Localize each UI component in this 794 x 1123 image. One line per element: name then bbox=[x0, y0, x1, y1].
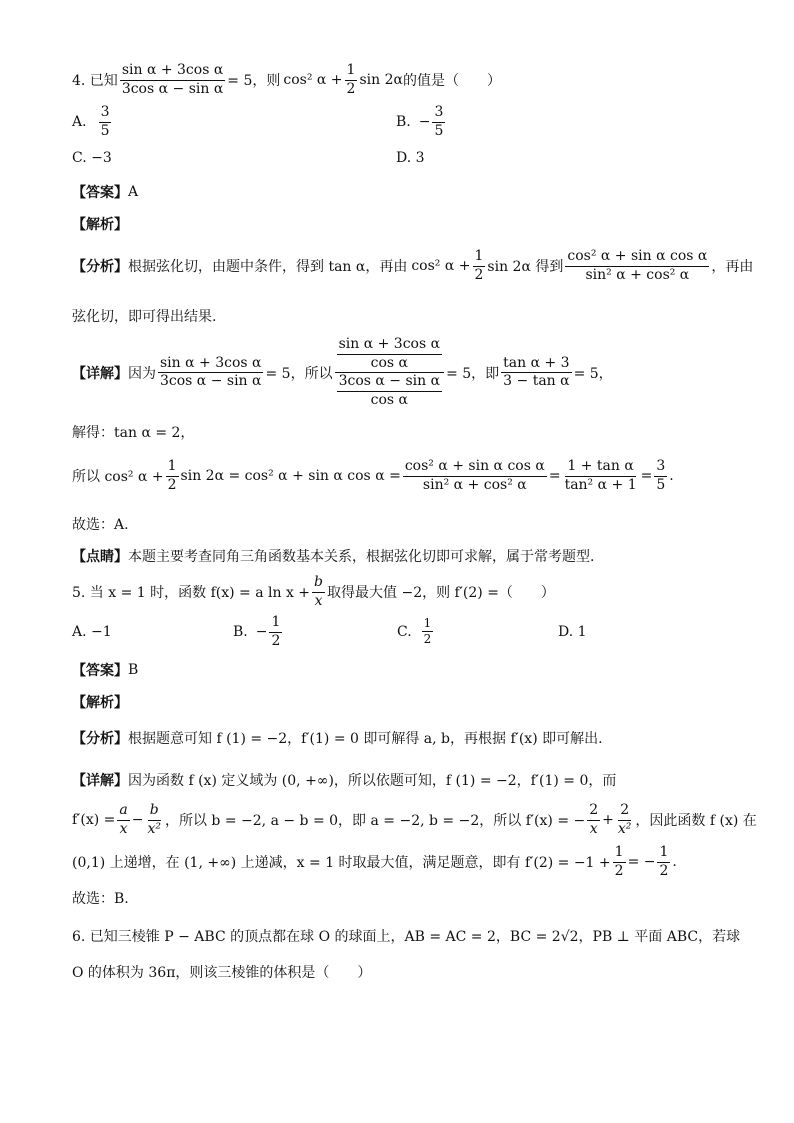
q5-xj-l3-end: . bbox=[672, 854, 677, 870]
q4-guxuan-text: 故选：A. bbox=[72, 517, 129, 533]
q4-dianjing-text: 本题主要考查同角三角函数基本关系，根据弦化切即可求解，属于常考题型. bbox=[128, 549, 595, 565]
q4-guxuan bbox=[72, 514, 129, 534]
q4-suoyi-text1: 所以 cos² α + bbox=[72, 469, 164, 485]
q4-condition-fraction bbox=[120, 62, 225, 98]
q4-option-c bbox=[72, 150, 112, 166]
q5-option-c bbox=[397, 616, 435, 647]
analysis-tag: 【解析】 bbox=[72, 695, 128, 711]
q4-fenxi-half-den: 2 bbox=[474, 266, 484, 283]
q4-fenxi-fraction bbox=[565, 248, 709, 284]
q4-option-a bbox=[72, 104, 113, 140]
q6-line1 bbox=[72, 926, 740, 946]
q5-xj-line1: 因为函数 f (x) 定义域为 (0, +∞)，所以依题可知，f (1) = −2，f′(1) = 0，而 bbox=[128, 773, 617, 789]
q4-suoyi bbox=[72, 458, 674, 494]
q4-xj-text1: 因为 bbox=[128, 365, 156, 382]
q5-xj-d-den: x² bbox=[617, 820, 632, 837]
q4-option-d bbox=[396, 150, 425, 166]
q4-stem bbox=[72, 62, 501, 98]
q4-fenxi bbox=[72, 248, 753, 284]
q5-xiangjie bbox=[72, 770, 616, 790]
q4-fraction-denominator: 3cos α − sin α bbox=[121, 80, 224, 97]
q4-eq5: = 5，则 bbox=[227, 73, 281, 89]
q4-xj-fraction1 bbox=[158, 355, 263, 391]
q5-xj-line3 bbox=[72, 844, 677, 880]
q4-suoyi-result-den: 5 bbox=[656, 476, 666, 493]
q5-xj-b-num: b bbox=[148, 802, 161, 821]
q5-xj-a-over-x bbox=[117, 802, 129, 838]
q5-xj-l3-den2: 2 bbox=[659, 862, 669, 879]
q4-suoyi-tan-num: 1 + tan α bbox=[565, 458, 635, 477]
q5-xj-l2-text: ，所以 b = −2, a − b = 0，即 a = −2, b = −2，所以 f′(x) = − bbox=[164, 813, 586, 829]
q5-guxuan bbox=[72, 888, 129, 908]
q5-stem-text2: 取得最大值 −2，则 f′(2) =（ ） bbox=[327, 585, 555, 601]
q5-xj-line2 bbox=[72, 802, 757, 838]
q4-xj-text4: = 5， bbox=[573, 365, 613, 382]
answer-tag: 【答案】 bbox=[72, 185, 128, 201]
q5-fenxi bbox=[72, 728, 603, 748]
fenxi-tag: 【分析】 bbox=[72, 731, 128, 747]
q5-xj-l3-num2: 1 bbox=[657, 844, 670, 863]
q5-xj-a-den: x bbox=[119, 820, 128, 837]
q4-fenxi-line2-text: 弦化切，即可得出结果. bbox=[72, 309, 217, 325]
q4-suoyi-end: . bbox=[669, 468, 674, 484]
q5-option-a-text: A. −1 bbox=[72, 624, 112, 640]
q4-suoyi-tan-den: tan² α + 1 bbox=[564, 476, 637, 493]
q5-xj-l3-text: (0,1) 上递增，在 (1, +∞) 上递减，x = 1 时取最大值，满足题意，即有 f′(2) = −1 + bbox=[72, 855, 611, 871]
q5-option-b-num: 1 bbox=[269, 614, 282, 633]
q5-option-c-fraction bbox=[422, 616, 434, 647]
q4-suoyi-result bbox=[654, 458, 667, 494]
q4-stem-label: 4. 已知 bbox=[72, 73, 118, 89]
q5-analysis bbox=[72, 692, 128, 712]
answer-tag: 【答案】 bbox=[72, 663, 128, 679]
q4-suoyi-eq2: = bbox=[640, 468, 653, 484]
q4-xj-tan-fraction bbox=[501, 355, 571, 391]
q4-option-b-label: B. bbox=[396, 114, 411, 130]
q4-fenxi-line2 bbox=[72, 306, 216, 326]
q4-xj-inner-top-den: cos α bbox=[370, 354, 408, 371]
q5-fenxi-text: 根据题意可知 f (1) = −2，f′(1) = 0 即可解得 a, b，再根据 f′(x) 即可解出. bbox=[128, 731, 603, 747]
q4-fenxi-text4: ，再由 bbox=[711, 259, 754, 275]
q4-suoyi-text2: sin 2α = cos² α + sin α cos α = bbox=[180, 468, 401, 484]
q4-option-b-den: 5 bbox=[434, 122, 444, 139]
q5-xj-2-over-x bbox=[587, 802, 600, 838]
q5-xj-l2-end: ，因此函数 f (x) 在 bbox=[635, 813, 757, 829]
q6-line2-text: O 的体积为 36π，则该三棱锥的体积是（ ） bbox=[72, 965, 372, 981]
q4-fenxi-text3: sin 2α 得到 bbox=[487, 259, 564, 275]
q5-option-c-num: 1 bbox=[423, 616, 432, 630]
q5-answer-value: B bbox=[128, 662, 139, 678]
q4-tail: 的值是（ ） bbox=[402, 73, 501, 89]
q4-analysis bbox=[72, 214, 128, 234]
q5-xj-d-num: 2 bbox=[618, 802, 631, 821]
q4-dianjing bbox=[72, 546, 594, 566]
q5-option-b bbox=[233, 614, 284, 650]
q4-suoyi-fraction-den: sin² α + cos² α bbox=[422, 476, 527, 493]
q6-line1-text: 6. 已知三棱锥 P − ABC 的顶点都在球 O 的球面上，AB = AC = 2，BC = 2√2，PB ⊥ 平面 ABC，若球 bbox=[72, 929, 741, 945]
q5-option-b-fraction bbox=[269, 614, 282, 650]
q4-jiede-text: 解得：tan α = 2， bbox=[72, 425, 195, 441]
q4-xj-tan-den: 3 − tan α bbox=[503, 373, 570, 389]
q4-half-den: 2 bbox=[346, 80, 356, 97]
q4-sin2a: sin 2α bbox=[359, 72, 403, 88]
q5-guxuan-text: 故选：B. bbox=[72, 891, 129, 907]
q4-fenxi-fraction-num: cos² α + sin α cos α bbox=[565, 248, 709, 267]
q5-xj-l3-half2 bbox=[657, 844, 670, 880]
q5-answer bbox=[72, 660, 138, 680]
q5-stem-text1: 5. 当 x = 1 时，函数 f(x) = a ln x + bbox=[72, 585, 311, 601]
q5-x: x bbox=[314, 592, 323, 609]
q5-xj-a-num: a bbox=[117, 802, 129, 821]
q4-suoyi-half-num: 1 bbox=[166, 458, 179, 477]
q4-option-a-fraction bbox=[99, 104, 112, 140]
q4-option-b bbox=[396, 104, 447, 140]
q5-xj-l3-half bbox=[613, 844, 626, 880]
q5-option-b-den: 2 bbox=[271, 632, 281, 649]
q4-suoyi-half-den: 2 bbox=[167, 476, 177, 493]
q4-xj-fraction1-num: sin α + 3cos α bbox=[158, 355, 263, 374]
q5-xj-c-num: 2 bbox=[587, 802, 600, 821]
q5-xj-l2-a: f′(x) = bbox=[72, 812, 116, 828]
q4-xj-inner-bottom-den: cos α bbox=[370, 391, 408, 408]
q4-option-d-text: D. 3 bbox=[396, 150, 425, 166]
q4-suoyi-fraction-num: cos² α + sin α cos α bbox=[403, 458, 547, 477]
q4-answer bbox=[72, 182, 138, 202]
q5-xj-l2-plus: + bbox=[602, 812, 614, 828]
q4-xj-inner-bottom-num: 3cos α − sin α bbox=[337, 373, 442, 392]
fenxi-tag: 【分析】 bbox=[72, 259, 128, 275]
q5-option-c-den: 2 bbox=[423, 632, 432, 646]
q5-xj-2-over-x2 bbox=[616, 802, 634, 838]
q4-suoyi-fraction bbox=[403, 458, 547, 494]
q4-fenxi-half bbox=[473, 248, 486, 284]
q4-fenxi-text2: cos² α + bbox=[411, 258, 471, 274]
xiangjie-tag: 【详解】 bbox=[72, 365, 128, 382]
q5-xj-l3-den: 2 bbox=[614, 862, 624, 879]
q5-b: b bbox=[312, 574, 325, 593]
q4-xj-complex-fraction bbox=[335, 336, 444, 409]
q6-line2 bbox=[72, 962, 371, 982]
q5-option-b-label: B. bbox=[233, 624, 248, 640]
q5-xj-l2-minus: − bbox=[131, 812, 144, 828]
q5-xj-c-den: x bbox=[589, 820, 598, 837]
q4-answer-value: A bbox=[128, 184, 139, 200]
q4-option-b-num: 3 bbox=[432, 104, 445, 123]
q5-option-b-sign: − bbox=[255, 624, 268, 640]
q4-xj-fraction1-den: 3cos α − sin α bbox=[160, 373, 262, 389]
q4-option-a-den: 5 bbox=[100, 122, 110, 139]
q4-suoyi-half bbox=[166, 458, 179, 494]
q4-fenxi-half-num: 1 bbox=[473, 248, 486, 267]
q5-xj-b-den: x² bbox=[147, 820, 161, 837]
q5-xj-l3-mid: = − bbox=[627, 854, 656, 870]
q4-xj-text3: = 5，即 bbox=[446, 365, 500, 382]
q4-suoyi-result-num: 3 bbox=[654, 458, 667, 477]
q5-option-d-text: D. 1 bbox=[558, 624, 587, 640]
dianjing-tag: 【点睛】 bbox=[72, 549, 128, 565]
q4-xj-inner-top-num: sin α + 3cos α bbox=[337, 336, 442, 355]
q4-half-num: 1 bbox=[345, 62, 358, 81]
q4-xj-complex-den bbox=[335, 373, 444, 409]
q4-xiangjie bbox=[72, 336, 613, 409]
q4-suoyi-tan-fraction bbox=[563, 458, 639, 494]
q5-option-d bbox=[558, 624, 587, 640]
q4-xj-inner-top bbox=[337, 336, 442, 372]
q4-option-c-text: C. −3 bbox=[72, 150, 112, 166]
xiangjie-tag: 【详解】 bbox=[72, 773, 128, 789]
q4-option-b-fraction bbox=[432, 104, 445, 140]
analysis-tag: 【解析】 bbox=[72, 217, 128, 233]
q4-option-a-label: A. bbox=[72, 114, 87, 130]
q4-half bbox=[345, 62, 358, 98]
q5-option-c-label: C. bbox=[397, 623, 412, 640]
q5-b-over-x bbox=[312, 574, 325, 610]
q5-xj-b-over-x2 bbox=[145, 802, 163, 838]
q4-xj-text2: = 5，所以 bbox=[265, 365, 333, 382]
q4-option-a-num: 3 bbox=[99, 104, 112, 123]
q5-stem bbox=[72, 574, 555, 610]
q4-jiede bbox=[72, 422, 194, 442]
q4-xj-inner-bottom bbox=[337, 373, 442, 409]
q5-option-a bbox=[72, 624, 112, 640]
q4-fenxi-text1: 根据弦化切，由题中条件，得到 tan α，再由 bbox=[128, 259, 408, 275]
q4-option-b-sign: − bbox=[418, 114, 431, 130]
q4-xj-tan-num: tan α + 3 bbox=[501, 355, 571, 374]
q4-suoyi-eq1: = bbox=[548, 468, 561, 484]
q4-fenxi-fraction-den: sin² α + cos² α bbox=[585, 266, 690, 283]
q4-fraction-numerator: sin α + 3cos α bbox=[120, 62, 225, 81]
q4-xj-complex-num bbox=[335, 336, 444, 373]
q4-expr: cos² α + bbox=[283, 72, 343, 88]
q5-xj-l3-num: 1 bbox=[613, 844, 626, 863]
